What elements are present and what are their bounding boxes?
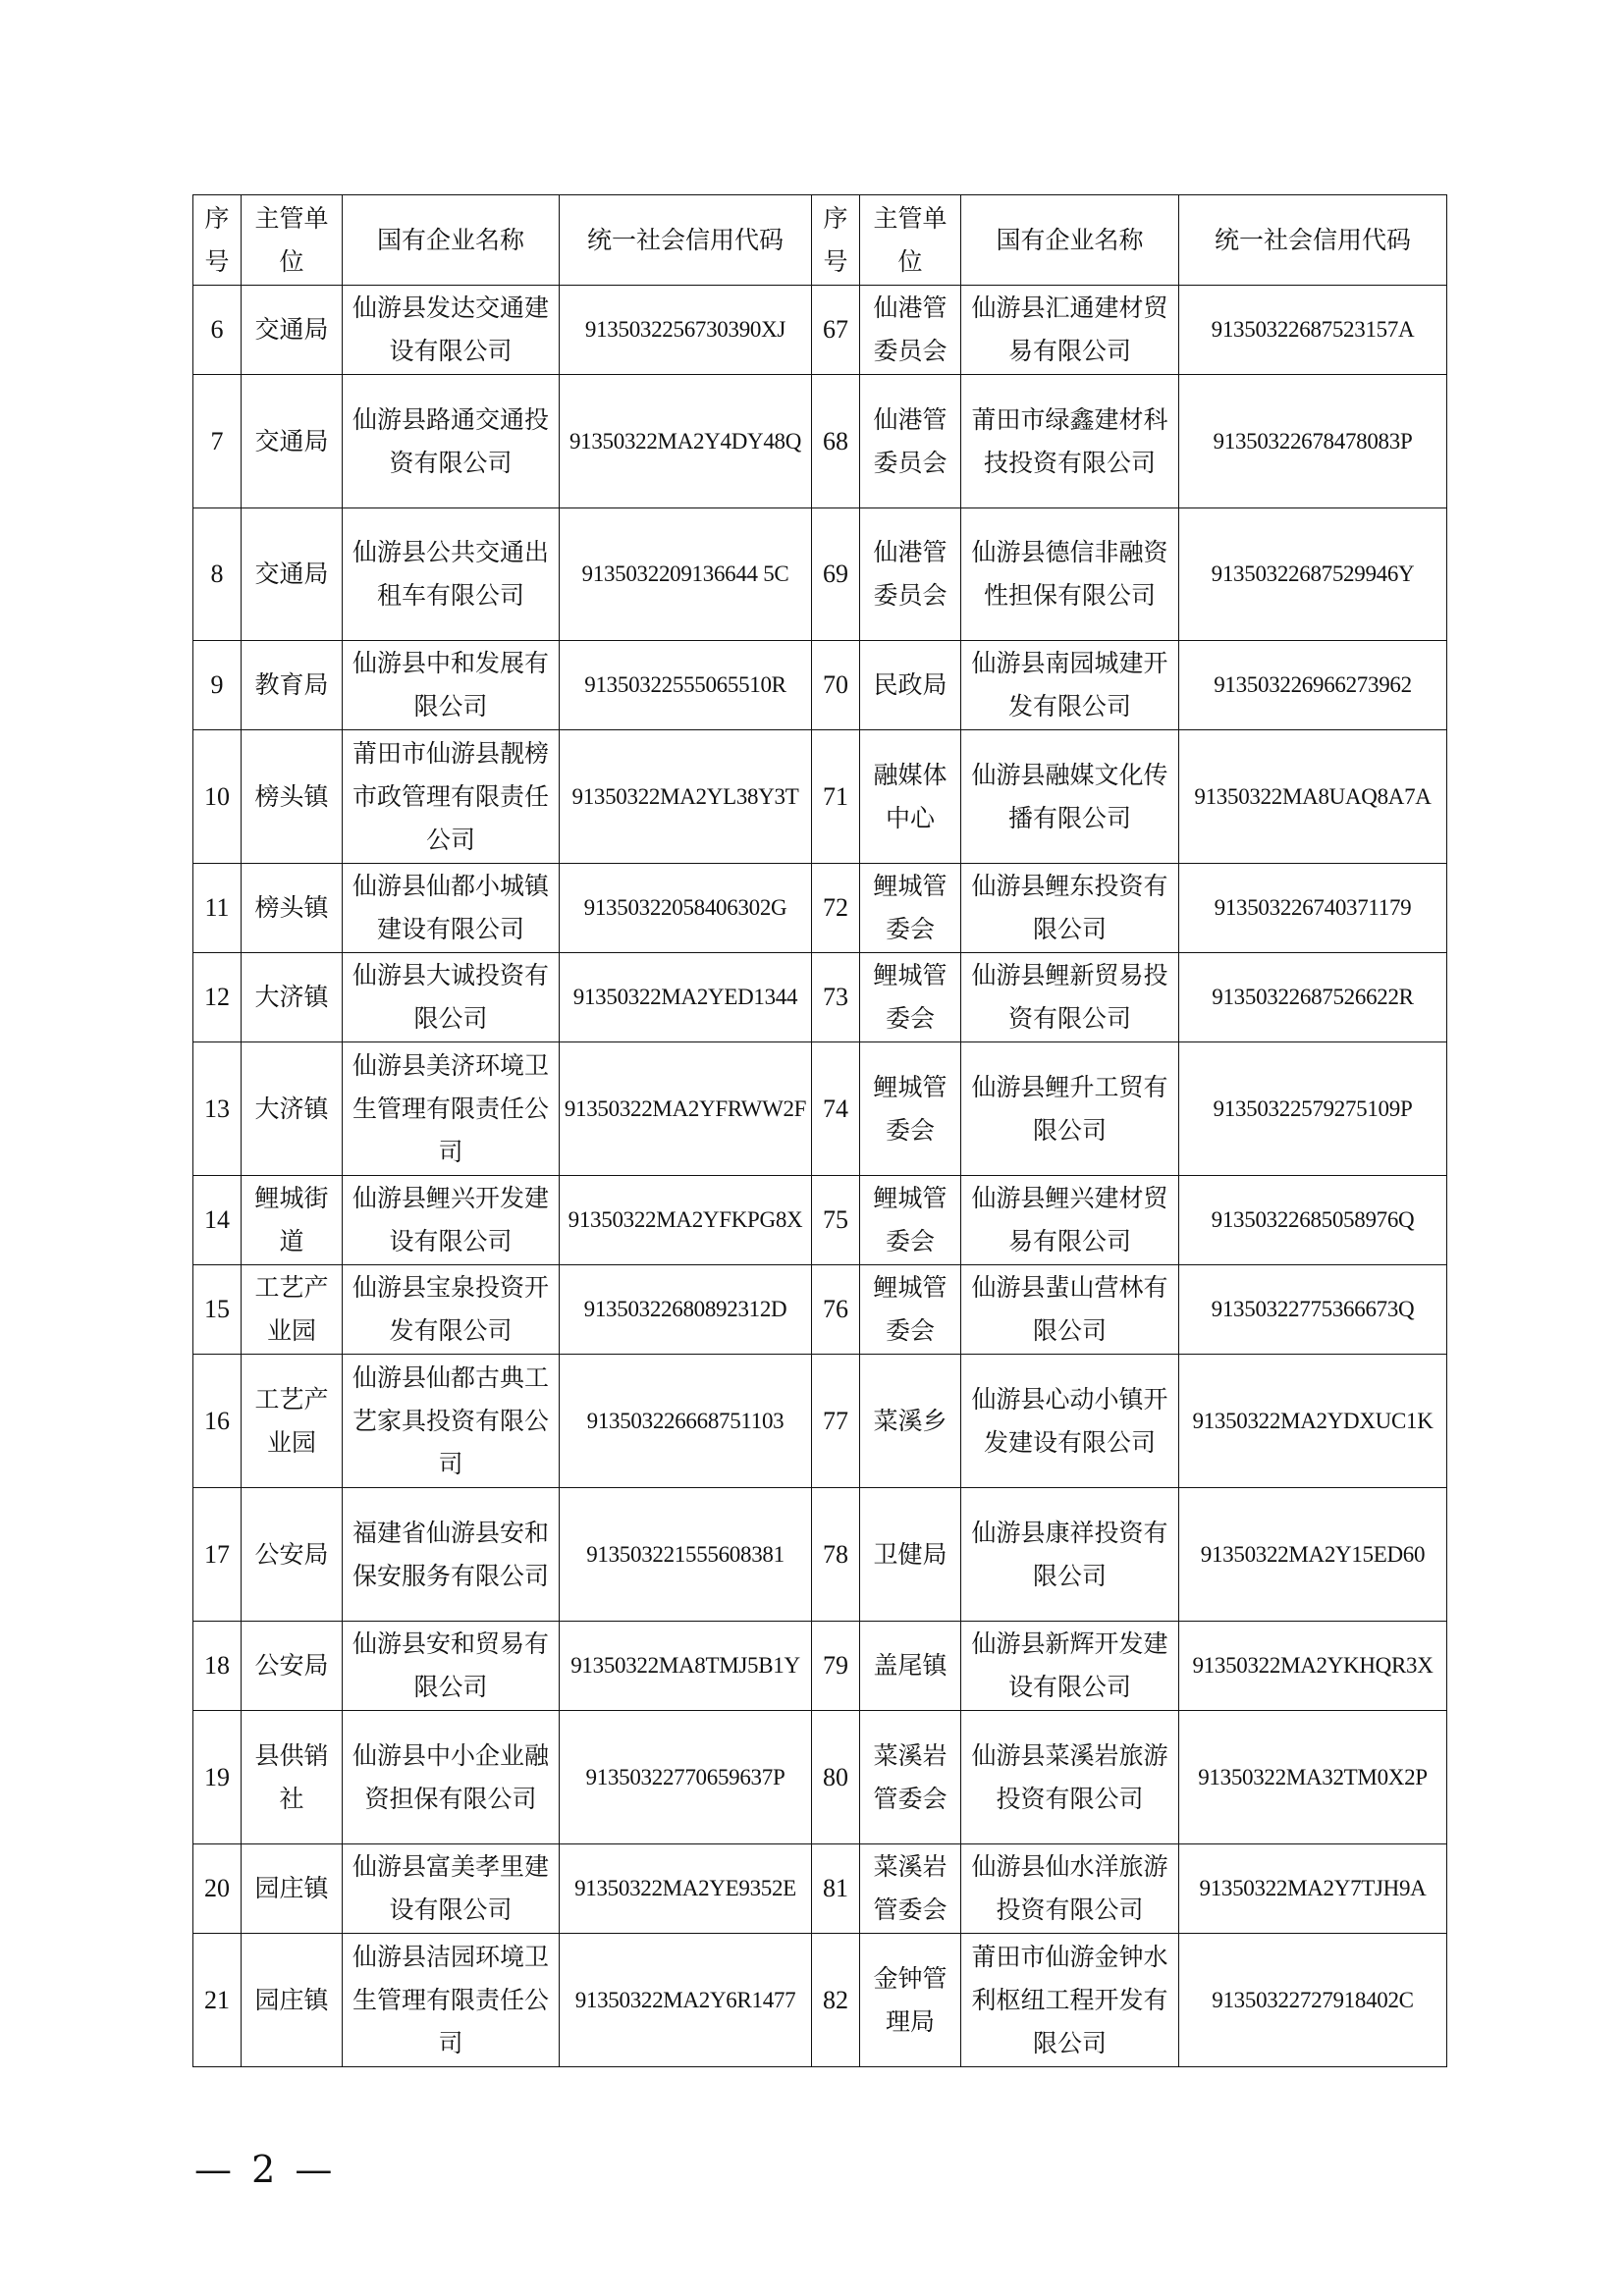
- cell-name-right: 仙游县汇通建材贸易有限公司: [961, 286, 1179, 375]
- cell-seq-left: 16: [193, 1355, 242, 1488]
- cell-seq-right: 80: [812, 1711, 860, 1844]
- cell-code-right: 91350322MA32TM0X2P: [1179, 1711, 1447, 1844]
- cell-name-left: 仙游县宝泉投资开发有限公司: [343, 1265, 560, 1355]
- cell-code-left: 91350322MA2YE9352E: [560, 1844, 812, 1934]
- table-row: [193, 1622, 1447, 1711]
- cell-seq-left: 7: [193, 375, 242, 508]
- cell-seq-right: 82: [812, 1934, 860, 2067]
- cell-code-left: 913503226668751103: [560, 1355, 812, 1488]
- cell-unit-right: 鲤城管委会: [860, 1042, 961, 1176]
- cell-seq-right: 74: [812, 1042, 860, 1176]
- cell-unit-left: 教育局: [242, 641, 343, 730]
- cell-name-left: 仙游县洁园环境卫生管理有限责任公司: [343, 1934, 560, 2067]
- cell-seq-left: 11: [193, 864, 242, 953]
- cell-code-right: 91350322678478083P: [1179, 375, 1447, 508]
- cell-name-right: 仙游县鲤新贸易投资有限公司: [961, 953, 1179, 1042]
- cell-unit-left: 鲤城街道: [242, 1176, 343, 1265]
- header-code-left: 统一社会信用代码: [560, 195, 812, 286]
- cell-seq-right: 67: [812, 286, 860, 375]
- cell-name-right: 仙游县南园城建开发有限公司: [961, 641, 1179, 730]
- header-unit-left: 主管单位: [242, 195, 343, 286]
- table-row: [193, 286, 1447, 375]
- cell-unit-left: 工艺产业园: [242, 1265, 343, 1355]
- cell-unit-left: 公安局: [242, 1488, 343, 1622]
- header-row: [193, 195, 1447, 286]
- cell-name-left: 仙游县发达交通建设有限公司: [343, 286, 560, 375]
- header-name-right: 国有企业名称: [961, 195, 1179, 286]
- header-code-right: 统一社会信用代码: [1179, 195, 1447, 286]
- cell-name-right: 仙游县德信非融资性担保有限公司: [961, 508, 1179, 641]
- cell-name-left: 莆田市仙游县靓榜市政管理有限责任公司: [343, 730, 560, 864]
- cell-seq-left: 10: [193, 730, 242, 864]
- cell-code-right: 91350322MA2Y7TJH9A: [1179, 1844, 1447, 1934]
- cell-code-right: 91350322MA2Y15ED60: [1179, 1488, 1447, 1622]
- cell-name-left: 仙游县大诚投资有限公司: [343, 953, 560, 1042]
- cell-unit-right: 菜溪岩管委会: [860, 1844, 961, 1934]
- cell-unit-right: 菜溪岩管委会: [860, 1711, 961, 1844]
- cell-unit-left: 交通局: [242, 286, 343, 375]
- cell-seq-right: 69: [812, 508, 860, 641]
- cell-code-left: 91350322MA8TMJ5B1Y: [560, 1622, 812, 1711]
- table-header: [193, 195, 1447, 286]
- cell-seq-right: 72: [812, 864, 860, 953]
- table-row: [193, 1355, 1447, 1488]
- header-name-left: 国有企业名称: [343, 195, 560, 286]
- table-row: [193, 1176, 1447, 1265]
- cell-seq-left: 19: [193, 1711, 242, 1844]
- header-unit-right: 主管单位: [860, 195, 961, 286]
- cell-code-right: 91350322727918402C: [1179, 1934, 1447, 2067]
- cell-unit-right: 仙港管委员会: [860, 286, 961, 375]
- cell-unit-left: 交通局: [242, 508, 343, 641]
- cell-code-right: 91350322579275109P: [1179, 1042, 1447, 1176]
- cell-unit-right: 鲤城管委会: [860, 1176, 961, 1265]
- cell-seq-left: 9: [193, 641, 242, 730]
- header-seq-left: 序号: [193, 195, 242, 286]
- cell-code-left: 91350322555065510R: [560, 641, 812, 730]
- cell-code-right: 913503226740371179: [1179, 864, 1447, 953]
- enterprise-table: [192, 194, 1447, 2067]
- cell-unit-left: 大济镇: [242, 1042, 343, 1176]
- cell-code-right: 913503226966273962: [1179, 641, 1447, 730]
- cell-code-left: 91350322MA2YFKPG8X: [560, 1176, 812, 1265]
- cell-seq-right: 73: [812, 953, 860, 1042]
- cell-seq-right: 79: [812, 1622, 860, 1711]
- cell-seq-left: 13: [193, 1042, 242, 1176]
- cell-code-left: 91350322MA2YL38Y3T: [560, 730, 812, 864]
- cell-seq-right: 71: [812, 730, 860, 864]
- cell-name-left: 仙游县安和贸易有限公司: [343, 1622, 560, 1711]
- cell-code-left: 91350322MA2Y6R1477: [560, 1934, 812, 2067]
- cell-name-right: 仙游县菜溪岩旅游投资有限公司: [961, 1711, 1179, 1844]
- cell-seq-left: 8: [193, 508, 242, 641]
- cell-seq-left: 15: [193, 1265, 242, 1355]
- table-row: [193, 864, 1447, 953]
- table-row: [193, 641, 1447, 730]
- cell-seq-left: 17: [193, 1488, 242, 1622]
- table-row: [193, 730, 1447, 864]
- cell-seq-left: 21: [193, 1934, 242, 2067]
- cell-code-left: 91350322MA2YED1344: [560, 953, 812, 1042]
- cell-seq-right: 76: [812, 1265, 860, 1355]
- cell-name-right: 仙游县鲤兴建材贸易有限公司: [961, 1176, 1179, 1265]
- cell-unit-right: 鲤城管委会: [860, 864, 961, 953]
- page-number: — 2 —: [194, 2148, 337, 2191]
- table-row: [193, 1488, 1447, 1622]
- cell-code-right: 91350322775366673Q: [1179, 1265, 1447, 1355]
- cell-name-right: 仙游县鲤东投资有限公司: [961, 864, 1179, 953]
- cell-name-left: 仙游县中和发展有限公司: [343, 641, 560, 730]
- cell-name-left: 福建省仙游县安和保安服务有限公司: [343, 1488, 560, 1622]
- cell-code-left: 9135032209136644 5C: [560, 508, 812, 641]
- cell-unit-left: 大济镇: [242, 953, 343, 1042]
- cell-name-right: 仙游县仙水洋旅游投资有限公司: [961, 1844, 1179, 1934]
- cell-name-left: 仙游县仙都古典工艺家具投资有限公司: [343, 1355, 560, 1488]
- cell-unit-right: 盖尾镇: [860, 1622, 961, 1711]
- cell-code-left: 91350322MA2Y4DY48Q: [560, 375, 812, 508]
- table-row: [193, 1265, 1447, 1355]
- cell-unit-right: 鲤城管委会: [860, 953, 961, 1042]
- table-row: [193, 1042, 1447, 1176]
- cell-name-left: 仙游县路通交通投资有限公司: [343, 375, 560, 508]
- cell-name-right: 仙游县融媒文化传播有限公司: [961, 730, 1179, 864]
- cell-unit-left: 园庄镇: [242, 1844, 343, 1934]
- table-row: [193, 1934, 1447, 2067]
- cell-seq-right: 68: [812, 375, 860, 508]
- cell-unit-left: 榜头镇: [242, 864, 343, 953]
- cell-name-right: 仙游县蜚山营林有限公司: [961, 1265, 1179, 1355]
- cell-unit-left: 榜头镇: [242, 730, 343, 864]
- cell-name-left: 仙游县中小企业融资担保有限公司: [343, 1711, 560, 1844]
- cell-seq-right: 75: [812, 1176, 860, 1265]
- cell-name-right: 莆田市仙游金钟水利枢纽工程开发有限公司: [961, 1934, 1179, 2067]
- cell-unit-left: 工艺产业园: [242, 1355, 343, 1488]
- table-row: [193, 375, 1447, 508]
- cell-unit-left: 园庄镇: [242, 1934, 343, 2067]
- cell-code-left: 91350322770659637P: [560, 1711, 812, 1844]
- cell-unit-right: 金钟管理局: [860, 1934, 961, 2067]
- cell-name-right: 仙游县鲤升工贸有限公司: [961, 1042, 1179, 1176]
- table-row: [193, 1711, 1447, 1844]
- cell-code-right: 91350322687529946Y: [1179, 508, 1447, 641]
- cell-unit-left: 县供销社: [242, 1711, 343, 1844]
- cell-code-right: 91350322687526622R: [1179, 953, 1447, 1042]
- cell-seq-right: 70: [812, 641, 860, 730]
- cell-seq-right: 77: [812, 1355, 860, 1488]
- cell-code-right: 91350322MA8UAQ8A7A: [1179, 730, 1447, 864]
- cell-unit-left: 交通局: [242, 375, 343, 508]
- cell-seq-left: 6: [193, 286, 242, 375]
- cell-code-right: 91350322MA2YDXUC1K: [1179, 1355, 1447, 1488]
- cell-name-right: 仙游县康祥投资有限公司: [961, 1488, 1179, 1622]
- cell-seq-left: 20: [193, 1844, 242, 1934]
- cell-unit-right: 融媒体中心: [860, 730, 961, 864]
- table-body: [193, 286, 1447, 2067]
- table-row: [193, 1844, 1447, 1934]
- cell-code-left: 91350322MA2YFRWW2F: [560, 1042, 812, 1176]
- cell-code-right: 91350322MA2YKHQR3X: [1179, 1622, 1447, 1711]
- cell-unit-right: 仙港管委员会: [860, 508, 961, 641]
- cell-seq-left: 18: [193, 1622, 242, 1711]
- cell-name-left: 仙游县仙都小城镇建设有限公司: [343, 864, 560, 953]
- cell-seq-right: 78: [812, 1488, 860, 1622]
- cell-seq-right: 81: [812, 1844, 860, 1934]
- cell-name-right: 仙游县心动小镇开发建设有限公司: [961, 1355, 1179, 1488]
- cell-name-left: 仙游县美济环境卫生管理有限责任公司: [343, 1042, 560, 1176]
- cell-name-left: 仙游县公共交通出租车有限公司: [343, 508, 560, 641]
- cell-seq-left: 12: [193, 953, 242, 1042]
- cell-code-left: 9135032256730390XJ: [560, 286, 812, 375]
- cell-name-left: 仙游县鲤兴开发建设有限公司: [343, 1176, 560, 1265]
- table-row: [193, 953, 1447, 1042]
- cell-name-left: 仙游县富美孝里建设有限公司: [343, 1844, 560, 1934]
- cell-unit-left: 公安局: [242, 1622, 343, 1711]
- cell-unit-right: 卫健局: [860, 1488, 961, 1622]
- cell-name-right: 仙游县新辉开发建设有限公司: [961, 1622, 1179, 1711]
- table-row: [193, 508, 1447, 641]
- cell-code-right: 91350322685058976Q: [1179, 1176, 1447, 1265]
- cell-unit-right: 仙港管委员会: [860, 375, 961, 508]
- cell-unit-right: 民政局: [860, 641, 961, 730]
- cell-name-right: 莆田市绿鑫建材科技投资有限公司: [961, 375, 1179, 508]
- cell-unit-right: 鲤城管委会: [860, 1265, 961, 1355]
- cell-code-left: 913503221555608381: [560, 1488, 812, 1622]
- header-seq-right: 序号: [812, 195, 860, 286]
- cell-seq-left: 14: [193, 1176, 242, 1265]
- cell-code-left: 91350322680892312D: [560, 1265, 812, 1355]
- cell-code-left: 91350322058406302G: [560, 864, 812, 953]
- cell-code-right: 91350322687523157A: [1179, 286, 1447, 375]
- cell-unit-right: 菜溪乡: [860, 1355, 961, 1488]
